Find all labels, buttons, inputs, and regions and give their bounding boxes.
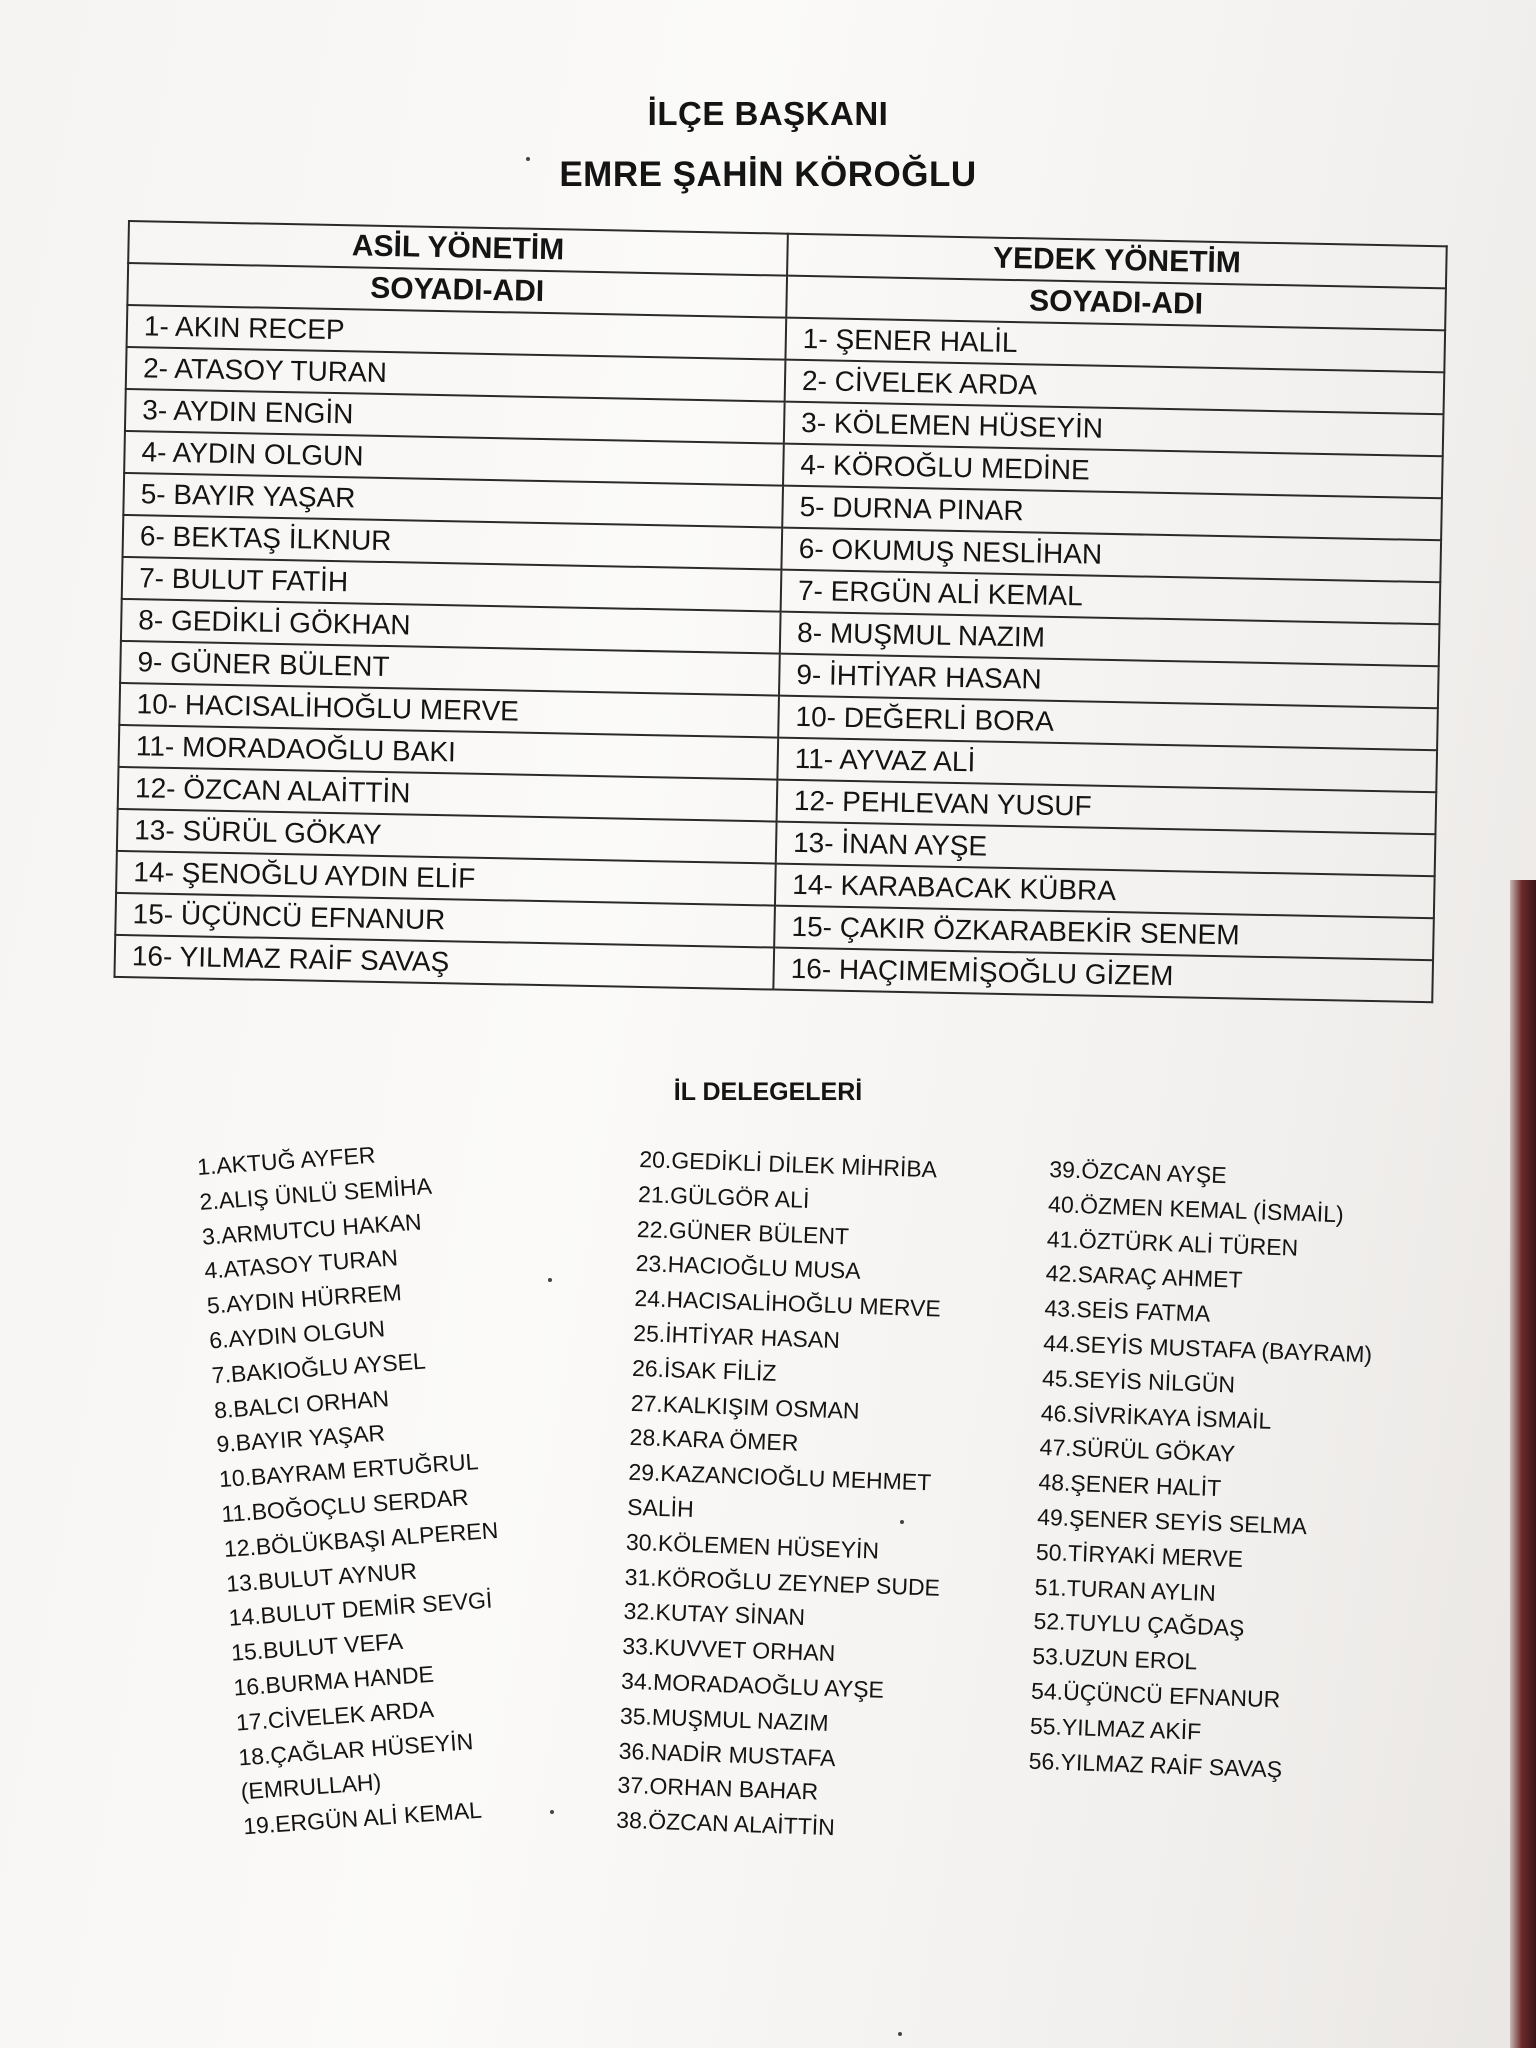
delegate-list-item: 40.ÖZMEN KEMAL (İSMAİL): [1047, 1190, 1345, 1228]
reserve-member-cell: 15- ÇAKIR ÖZKARABEKİR SENEM: [774, 906, 1434, 961]
reserve-member-cell: 6- OKUMUŞ NESLİHAN: [781, 528, 1441, 583]
primary-member-cell: 14- ŞENOĞLU AYDIN ELİF: [116, 851, 776, 906]
delegate-list-item: 12.BÖLÜKBAŞI ALPEREN: [222, 1516, 499, 1562]
delegate-list-item: 13.BULUT AYNUR: [225, 1557, 418, 1597]
reserve-member-cell: 14- KARABACAK KÜBRA: [775, 864, 1435, 919]
delegate-list-item: 45.SEYİS NİLGÜN: [1041, 1364, 1236, 1398]
delegate-list-item: 47.SÜRÜL GÖKAY: [1039, 1434, 1236, 1468]
primary-member-cell: 16- YILMAZ RAİF SAVAŞ: [114, 935, 774, 990]
delegate-list-item: 35.MUŞMUL NAZIM: [619, 1702, 830, 1736]
delegate-list-item: 52.TUYLU ÇAĞDAŞ: [1033, 1608, 1245, 1642]
paper-speck: [548, 1278, 552, 1282]
reserve-member-cell: 5- DURNA PINAR: [782, 486, 1442, 541]
delegate-list-item: 22.GÜNER BÜLENT: [636, 1215, 850, 1249]
delegate-list-item: 44.SEYİS MUSTAFA (BAYRAM): [1042, 1329, 1373, 1368]
delegate-list-item: 49.ŞENER SEYİS SELMA: [1036, 1503, 1308, 1540]
delegate-list-item: 8.BALCI ORHAN: [213, 1384, 390, 1423]
delegate-list-item: 18.ÇAĞLAR HÜSEYİN (EMRULLAH): [237, 1727, 474, 1805]
delegate-list-item: 26.İSAK FİLİZ: [631, 1354, 777, 1386]
delegate-list-item: 46.SİVRİKAYA İSMAİL: [1040, 1399, 1272, 1434]
primary-member-cell: 3- AYDIN ENGİN: [125, 389, 785, 444]
delegates-title: İL DELEGELERİ: [673, 1078, 863, 1106]
delegate-list-item: 55.YILMAZ AKİF: [1029, 1712, 1202, 1745]
reserve-member-cell: 2- CİVELEK ARDA: [785, 360, 1445, 415]
delegate-list-item: 28.KARA ÖMER: [629, 1424, 799, 1457]
delegate-list-item: 20.GEDİKLİ DİLEK MİHRİBA: [638, 1145, 938, 1183]
document-title: İLÇE BAŞKANI: [647, 95, 889, 132]
delegates-column-3: [1028, 1152, 1450, 1792]
delegate-list-item: 2.ALIŞ ÜNLÜ SEMİHA: [198, 1172, 433, 1215]
reserve-member-cell: 3- KÖLEMEN HÜSEYİN: [784, 402, 1444, 457]
delegate-list-item: 31.KÖROĞLU ZEYNEP SUDE: [624, 1563, 941, 1601]
delegate-list-item: 14.BULUT DEMİR SEVGİ: [227, 1586, 494, 1632]
board-table: [113, 220, 1447, 1003]
delegate-list-item: 39.ÖZCAN AYŞE: [1048, 1155, 1228, 1189]
paper-speck: [550, 1810, 554, 1814]
delegate-list-item: 6.AYDIN OLGUN: [208, 1315, 386, 1354]
delegate-list-item: 43.SEİS FATMA: [1044, 1295, 1211, 1327]
reserve-member-cell: 4- KÖROĞLU MEDİNE: [783, 444, 1443, 499]
reserve-board-heading: YEDEK YÖNETİM: [787, 234, 1447, 289]
delegate-list-item: 33.KUVVET ORHAN: [621, 1632, 836, 1667]
delegate-list-item: 17.CİVELEK ARDA: [235, 1695, 435, 1736]
reserve-member-cell: 9- İHTİYAR HASAN: [779, 654, 1439, 709]
delegate-list-item: 53.UZUN EROL: [1031, 1642, 1198, 1675]
board-table-body: [114, 305, 1445, 1002]
delegate-list-item: 25.İHTİYAR HASAN: [632, 1319, 841, 1354]
delegate-list-item: 11.BOĞOÇLU SERDAR: [220, 1483, 470, 1528]
delegates-column-1: [196, 1122, 644, 1844]
delegate-list-item: 15.BULUT VEFA: [230, 1627, 404, 1666]
delegate-list-item: 7.BAKIOĞLU AYSEL: [210, 1347, 427, 1389]
delegate-list-item: 24.HACISALİHOĞLU MERVE: [634, 1285, 942, 1322]
reserve-member-cell: 1- ŞENER HALİL: [785, 318, 1445, 373]
delegate-list-item: 36.NADİR MUSTAFA: [618, 1737, 836, 1771]
primary-member-cell: 6- BEKTAŞ İLKNUR: [123, 515, 783, 570]
reserve-member-cell: 13- İNAN AYŞE: [776, 822, 1436, 877]
delegate-list-item: 5.AYDIN HÜRREM: [205, 1279, 403, 1319]
reserve-member-cell: 11- AYVAZ ALİ: [777, 738, 1437, 793]
reserve-member-cell: 16- HAÇIMEMİŞOĞLU GİZEM: [773, 948, 1433, 1003]
primary-member-cell: 7- BULUT FATİH: [122, 557, 782, 612]
primary-member-cell: 2- ATASOY TURAN: [126, 347, 786, 402]
primary-member-cell: 5- BAYIR YAŞAR: [123, 473, 783, 528]
primary-member-cell: 9- GÜNER BÜLENT: [120, 641, 780, 696]
delegate-list-item: 1.AKTUĞ AYFER: [196, 1141, 377, 1180]
primary-member-cell: 13- SÜRÜL GÖKAY: [117, 809, 777, 864]
delegate-list-item: 16.BURMA HANDE: [232, 1660, 435, 1701]
primary-member-cell: 11- MORADAOĞLU BAKI: [118, 725, 778, 780]
delegate-list-item: 41.ÖZTÜRK ALİ TÜREN: [1046, 1225, 1299, 1261]
reserve-column-label: SOYADI-ADI: [786, 276, 1446, 331]
primary-member-cell: 15- ÜÇÜNCÜ EFNANUR: [115, 893, 775, 948]
delegate-list-item: 56.YILMAZ RAİF SAVAŞ: [1028, 1747, 1283, 1783]
background-edge: [1510, 880, 1536, 2048]
delegate-list-item: 54.ÜÇÜNCÜ EFNANUR: [1030, 1677, 1281, 1713]
paper-speck: [526, 157, 530, 161]
primary-member-cell: 8- GEDİKLİ GÖKHAN: [121, 599, 781, 654]
primary-board-heading: ASİL YÖNETİM: [128, 221, 788, 276]
delegate-list-item: 50.TİRYAKİ MERVE: [1035, 1538, 1244, 1572]
delegate-list-item: 42.SARAÇ AHMET: [1045, 1260, 1243, 1294]
delegate-list-item: 38.ÖZCAN ALAİTTİN: [615, 1806, 836, 1841]
delegates-column-2: [616, 1142, 1040, 1851]
primary-member-cell: 10- HACISALİHOĞLU MERVE: [119, 683, 779, 738]
delegate-list-item: 19.ERGÜN ALİ KEMAL: [242, 1796, 483, 1840]
delegate-list-item: 37.ORHAN BAHAR: [617, 1771, 819, 1805]
primary-member-cell: 12- ÖZCAN ALAİTTİN: [118, 767, 778, 822]
delegate-list-item: 23.HACIOĞLU MUSA: [635, 1250, 862, 1285]
reserve-member-cell: 8- MUŞMUL NAZIM: [780, 612, 1440, 667]
delegate-list-item: 48.ŞENER HALİT: [1038, 1468, 1222, 1502]
district-president-name: EMRE ŞAHİN KÖROĞLU: [559, 155, 977, 194]
primary-member-cell: 1- AKIN RECEP: [127, 305, 787, 360]
reserve-member-cell: 10- DEĞERLİ BORA: [778, 696, 1438, 751]
delegate-list-item: 9.BAYIR YAŞAR: [215, 1419, 386, 1458]
delegate-list-item: 29.KAZANCIOĞLU MEHMET SALİH: [626, 1458, 932, 1523]
delegate-list-item: 21.GÜLGÖR ALİ: [637, 1180, 810, 1213]
delegate-list-item: 27.KALKIŞIM OSMAN: [630, 1389, 861, 1424]
paper-speck: [898, 2032, 902, 2036]
primary-column-label: SOYADI-ADI: [127, 263, 787, 318]
delegate-list-item: 32.KUTAY SİNAN: [623, 1598, 806, 1631]
reserve-member-cell: 7- ERGÜN ALİ KEMAL: [781, 570, 1441, 625]
reserve-member-cell: 12- PEHLEVAN YUSUF: [777, 780, 1437, 835]
delegate-list-item: 51.TURAN AYLIN: [1034, 1573, 1217, 1606]
delegate-list-item: 3.ARMUTCU HAKAN: [201, 1208, 423, 1250]
delegate-list-item: 30.KÖLEMEN HÜSEYİN: [625, 1528, 880, 1564]
delegate-list-item: 10.BAYRAM ERTUĞRUL: [218, 1448, 480, 1493]
delegate-list-item: 4.ATASOY TURAN: [203, 1244, 399, 1285]
delegate-list-item: 34.MORADAOĞLU AYŞE: [620, 1667, 885, 1703]
primary-member-cell: 4- AYDIN OLGUN: [124, 431, 784, 486]
paper-speck: [900, 1520, 904, 1524]
